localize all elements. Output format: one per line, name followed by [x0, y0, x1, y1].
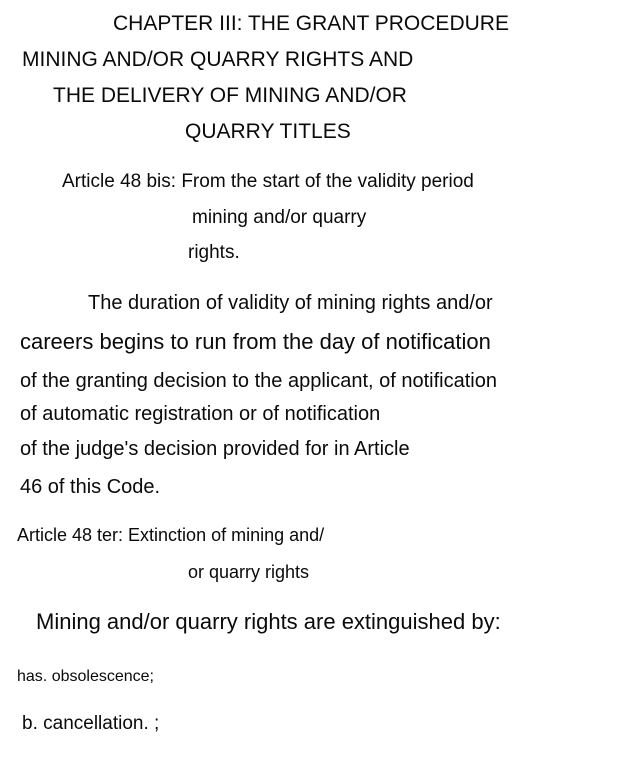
article-48-bis-body-line-4: of automatic registration or of notification: [20, 403, 381, 425]
article-48-bis-body-line-6: 46 of this Code.: [20, 476, 161, 498]
article-48-bis-title-line-2: mining and/or quarry: [192, 207, 367, 228]
list-item: has. obsolescence;: [17, 668, 154, 685]
article-48-bis-body-line-1: The duration of validity of mining rights and/or: [88, 292, 493, 314]
chapter-heading-line-1: CHAPTER III: THE GRANT PROCEDURE: [113, 12, 509, 35]
article-48-bis-body-line-2: careers begins to run from the day of notification: [20, 329, 491, 354]
article-48-ter-title-line-2: or quarry rights: [188, 562, 310, 582]
chapter-heading-line-4: QUARRY TITLES: [185, 120, 351, 143]
article-48-bis-title-line-3: rights.: [188, 242, 240, 263]
article-48-ter-intro: Mining and/or quarry rights are extinguished by:: [36, 609, 501, 634]
article-48-ter-title-line-1: Article 48 ter: Extinction of mining and/: [17, 525, 325, 545]
article-48-bis-body-line-5: of the judge's decision provided for in Article: [20, 438, 410, 460]
article-48-bis-title-line-1: Article 48 bis: From the start of the validity period: [62, 171, 474, 192]
article-48-bis-body-line-3: of the granting decision to the applicant, of notification: [20, 370, 497, 392]
chapter-heading-line-2: MINING AND/OR QUARRY RIGHTS AND: [22, 48, 414, 71]
list-item: b. cancellation. ;: [22, 713, 160, 734]
chapter-heading-line-3: THE DELIVERY OF MINING AND/OR: [53, 84, 407, 107]
